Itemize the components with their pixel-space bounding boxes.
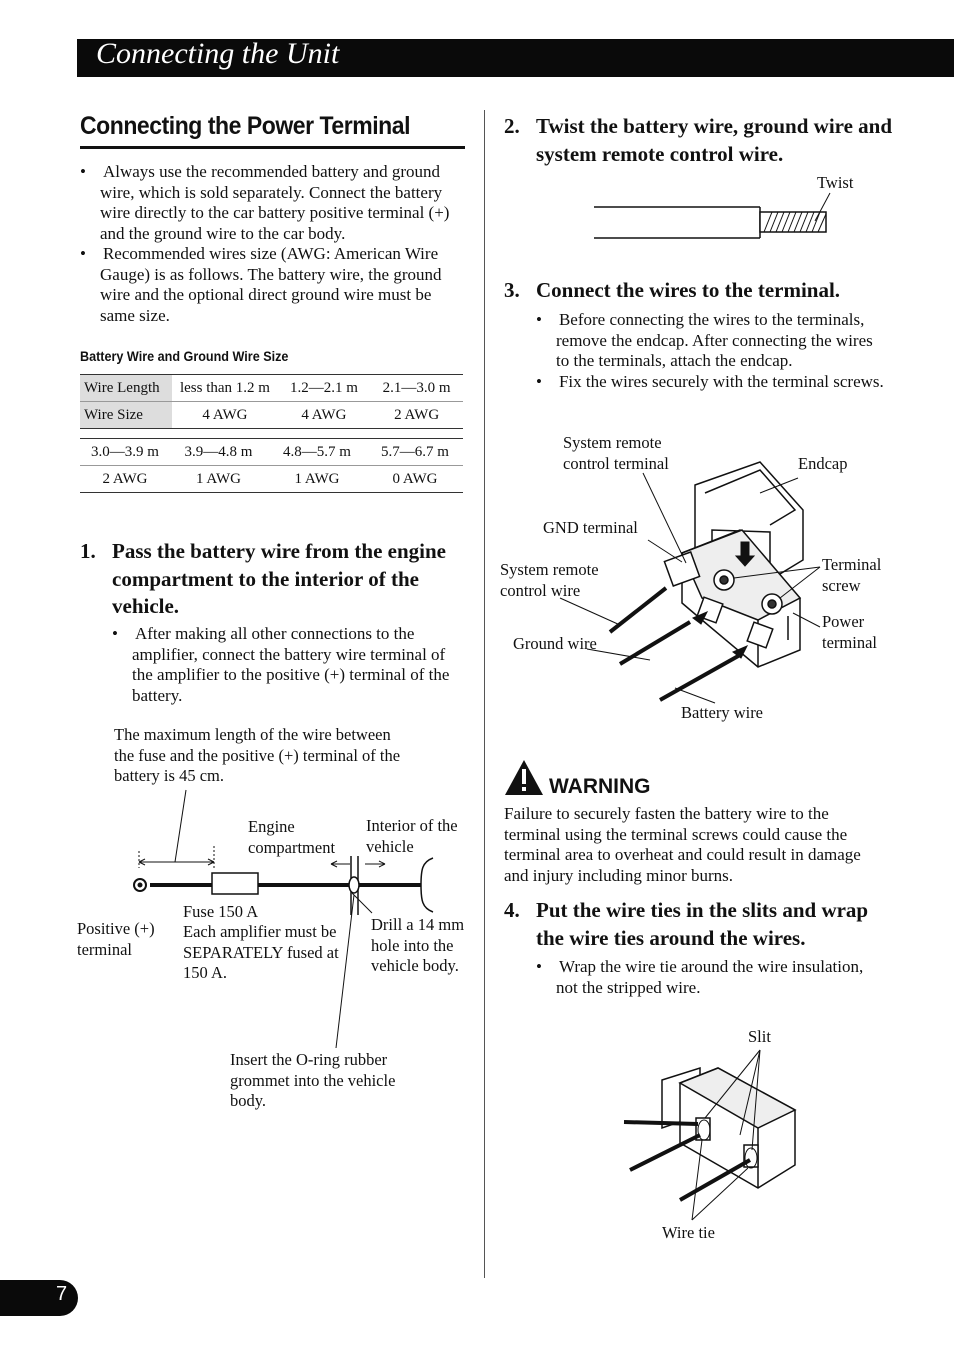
step-title: Connect the wires to the terminal. <box>536 278 841 302</box>
table-cell: 1 AWG <box>294 470 340 487</box>
table-cell: 0 AWG <box>392 470 438 487</box>
terminal-screw-label: Terminal screw <box>822 555 882 595</box>
engine-compartment-label: Engine compartment <box>248 817 336 857</box>
page-header-title: Connecting the Unit <box>96 37 340 70</box>
step-number: 3. <box>504 278 520 302</box>
step-3-bullets <box>536 310 886 392</box>
page-number: 7 <box>56 1283 68 1305</box>
table-cell: less than 1.2 m <box>179 379 270 396</box>
table-cell: 5.7—6.7 m <box>381 443 449 460</box>
ground-wire-label: Ground wire <box>513 634 597 653</box>
table-cell: 3.9—4.8 m <box>184 443 253 460</box>
step-2-heading <box>504 113 899 168</box>
step-number: 2. <box>504 114 520 138</box>
list-item: • Fix the wires securely with the terminal screws. <box>536 371 884 391</box>
table-title: Battery Wire and Ground Wire Size <box>80 348 289 364</box>
step-4-heading <box>504 897 899 952</box>
battery-wire-label: Battery wire <box>681 703 764 722</box>
step-number: 4. <box>504 898 520 922</box>
table-cell: 4 AWG <box>301 406 347 423</box>
warning-triangle-icon <box>505 760 543 795</box>
fuse-label: Fuse 150 A <box>183 902 259 921</box>
system-remote-terminal-label: System remote control terminal <box>563 433 669 473</box>
max-length-note: The maximum length of the wire between the fuse and the positive (+) terminal of the battery is 45 cm. <box>114 725 401 785</box>
intro-bullet: • Recommended wires size (AWG: American Wire Gauge) is as follows. The battery wire, the ground wire and the optional direct ground wire must be same size. <box>80 244 442 325</box>
table-cell: 1.2—2.1 m <box>289 379 358 396</box>
step-title: Twist the battery wire, ground wire and system remote control wire. <box>536 114 893 166</box>
column-divider <box>484 110 485 1278</box>
row-label: Wire Length <box>80 375 172 402</box>
power-terminal-label: Power terminal <box>822 612 877 652</box>
step-4-bullet: • Wrap the wire tie around the wire insulation, not the stripped wire. <box>536 957 864 997</box>
gnd-terminal-label: GND terminal <box>543 518 638 537</box>
warning-text: Failure to securely fasten the battery wire to the terminal using the terminal screws could cause the terminal area to overheat and could result in damage and injury including minor burns. <box>504 804 861 885</box>
table-cell: 3.0—3.9 m <box>91 443 159 460</box>
section-title: Connecting the Power Terminal <box>80 112 411 140</box>
positive-terminal-label: Positive (+) terminal <box>77 919 155 959</box>
fuse-note: Each amplifier must be SEPARATELY fused at 150 A. <box>183 922 339 982</box>
step-3-heading <box>504 277 899 305</box>
slit-label: Slit <box>748 1027 771 1046</box>
step-number: 1. <box>80 539 96 563</box>
interior-label: Interior of the vehicle <box>366 816 458 856</box>
step-title: Pass the battery wire from the engine compartment to the interior of the vehicle. <box>112 539 446 618</box>
intro-bullet: • Always use the recommended battery and ground wire, which is sold separately. Connect the battery wire directly to the car battery positive terminal (+) and the ground wire to the car body. <box>80 162 450 243</box>
list-item: • Before connecting the wires to the terminals, remove the endcap. After connecting the wires to the terminals, attach the endcap. <box>536 310 873 370</box>
table-cell: 1 AWG <box>195 470 242 487</box>
table-cell: 4 AWG <box>202 406 248 423</box>
wire-tie-label: Wire tie <box>662 1223 715 1242</box>
step-title: Put the wire ties in the slits and wrap the wire ties around the wires. <box>536 898 869 950</box>
row-label: Wire Size <box>80 402 172 429</box>
twist-label: Twist <box>817 173 854 192</box>
step-1-bullet: • After making all other connections to the amplifier, connect the battery wire terminal of the amplifier to the positive (+) terminal of the battery. <box>112 624 450 705</box>
table-cell: 2 AWG <box>102 470 148 487</box>
table-cell: 2 AWG <box>394 406 440 423</box>
table-cell: 2.1—3.0 m <box>382 379 451 396</box>
endcap-label: Endcap <box>798 454 848 473</box>
table-cell: 4.8—5.7 m <box>283 443 351 460</box>
oring-note: Insert the O-ring rubber grommet into the vehicle body. <box>230 1050 396 1110</box>
system-remote-wire-label: System remote control wire <box>500 560 599 600</box>
drill-note: Drill a 14 mm hole into the vehicle body. <box>371 915 465 975</box>
warning-title: WARNING <box>549 775 651 798</box>
